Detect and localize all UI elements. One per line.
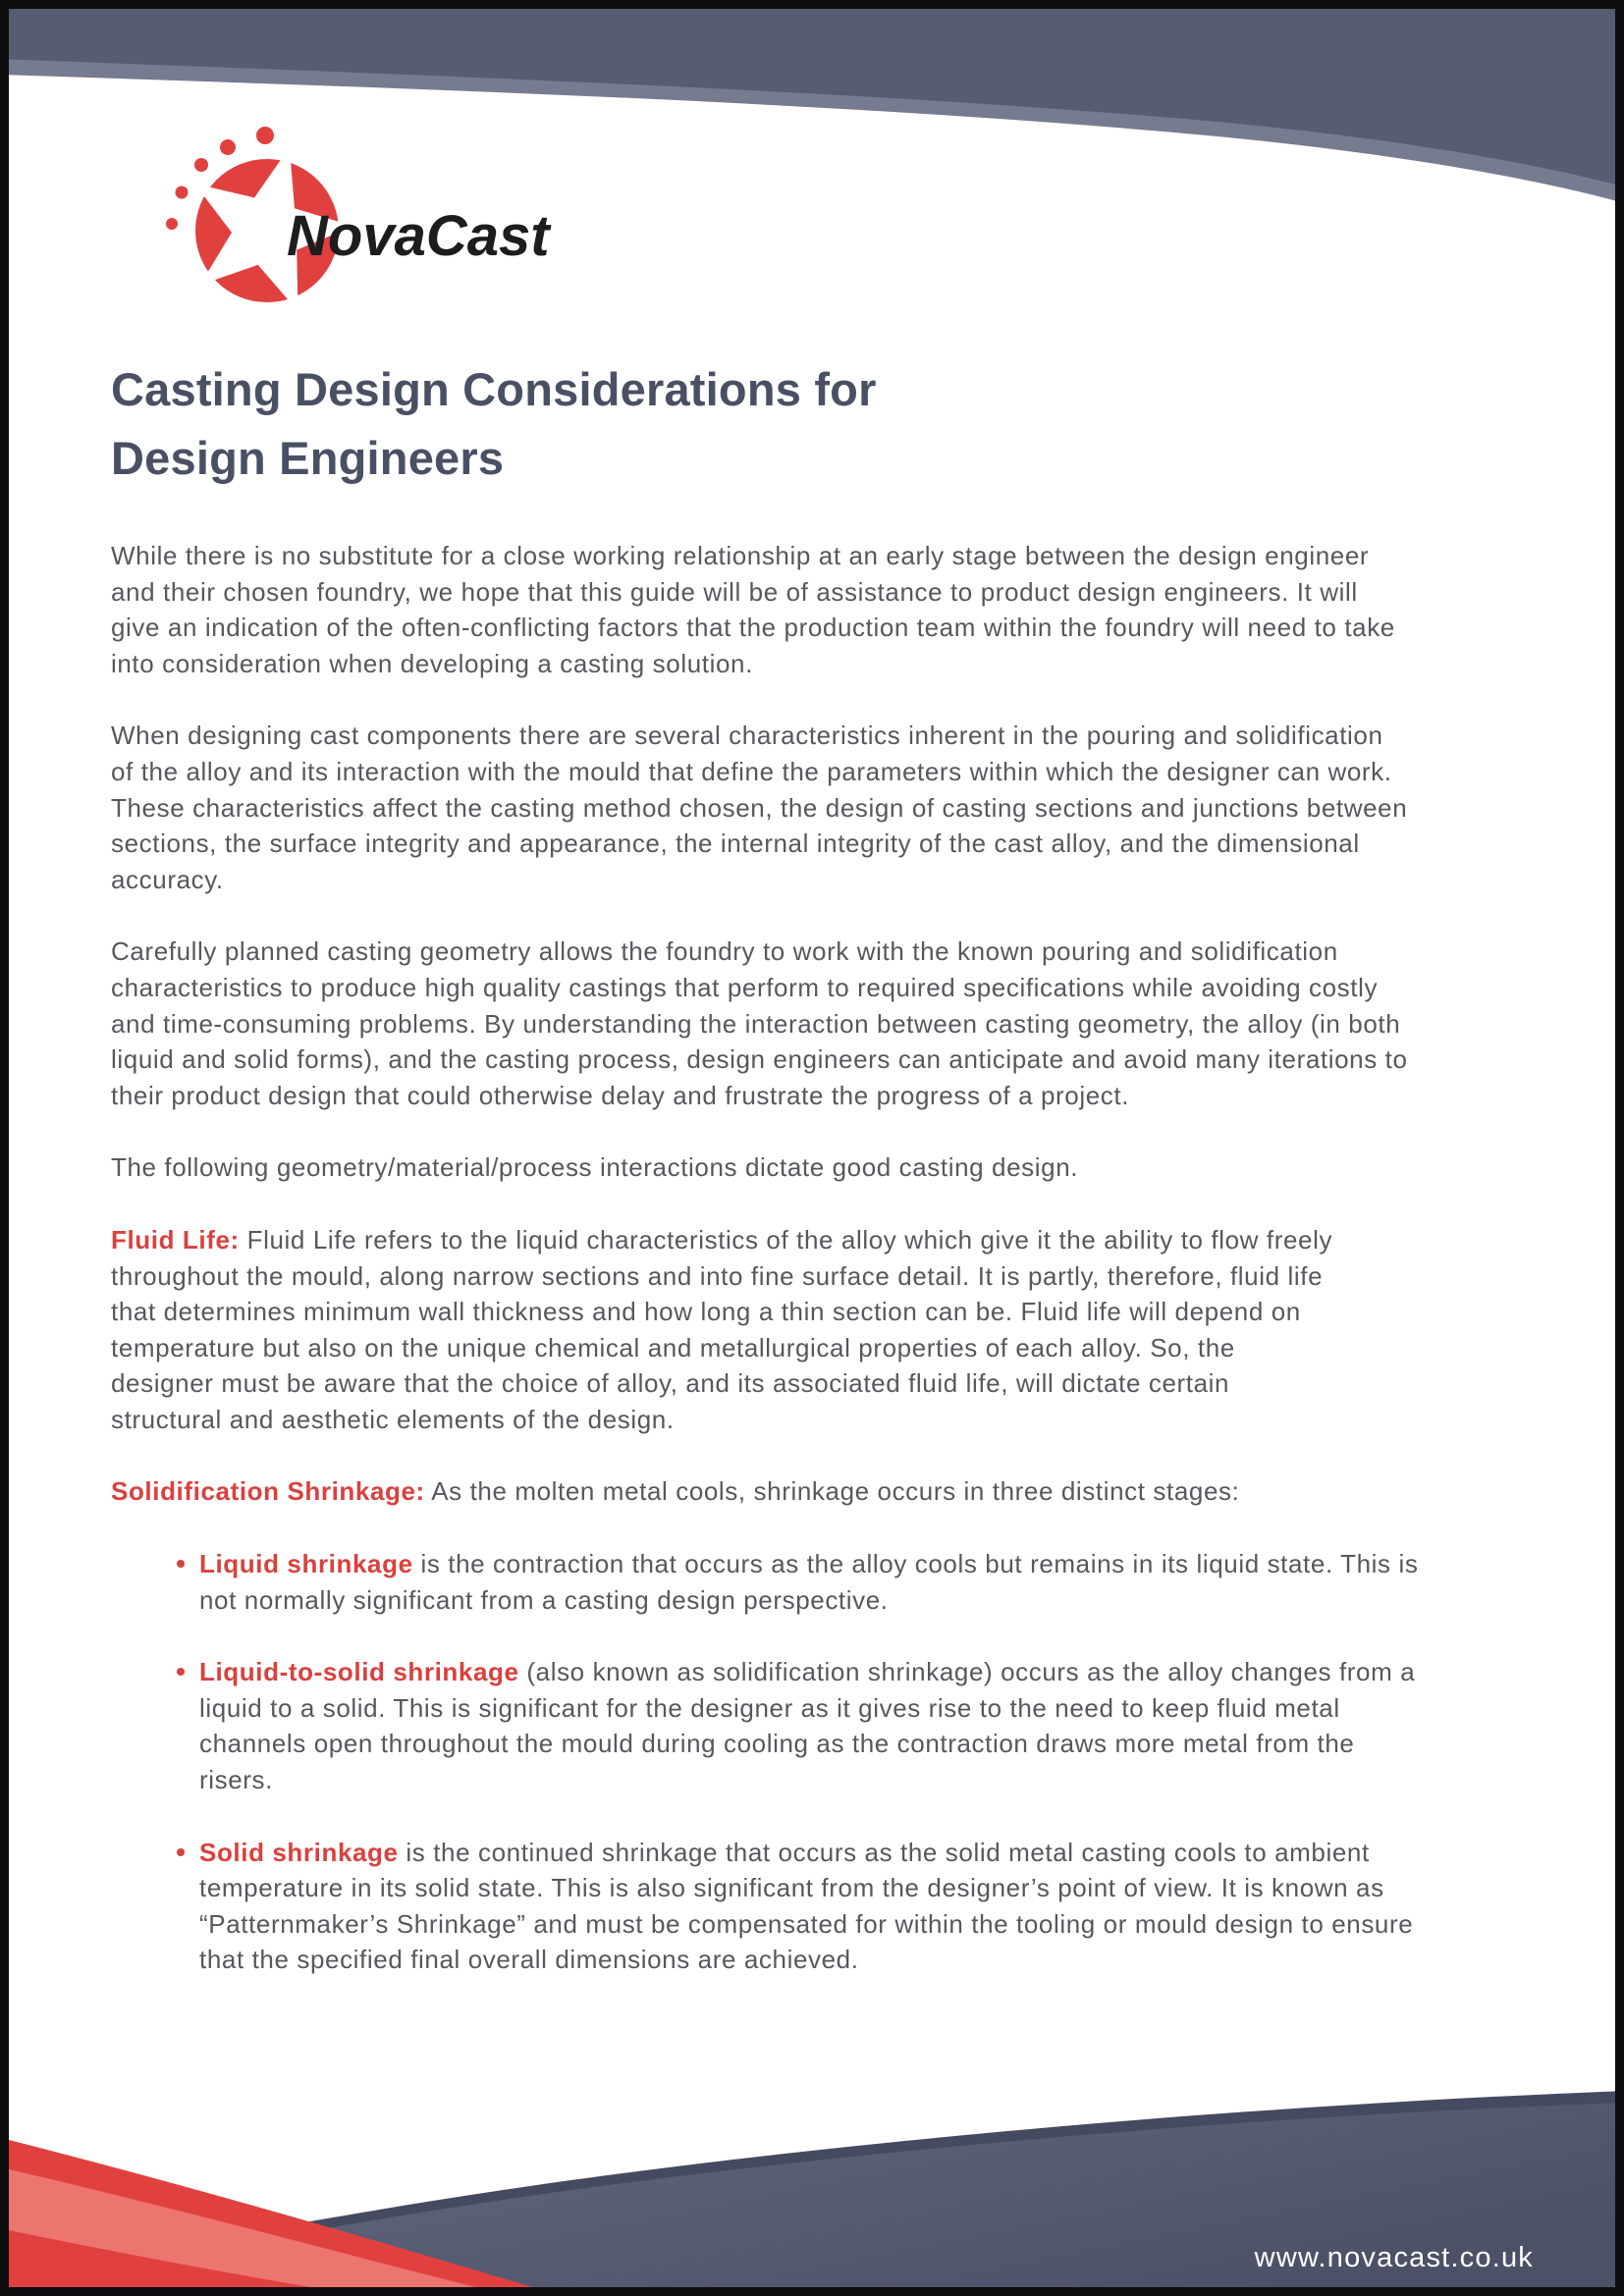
bullet-dot-icon [177,1668,185,1676]
bullet-dot-icon [177,1848,185,1856]
fluid-life-label: Fluid Life: [111,1224,240,1255]
liquid-to-solid-shrinkage-label: Liquid-to-solid shrinkage [199,1657,519,1687]
fluid-life-text: Fluid Life refers to the liquid characteristics of the alloy which give it the ability to flow freely throughout the mould, along narrow sections and into fine surface detail. It is partly, therefore, fluid life that determines minimum wall thickness and how long a thin section can be. Fluid life will depend on temperature but also on the unique chemical and metallurgical properties of each alloy. So, the designer must be aware that the choice of alloy, and its associated fluid life, will dictate certain structural and aesthetic elements of the design. [111,1224,1333,1434]
page-title [111,355,1409,493]
liquid-to-solid-shrinkage-text: (also known as solidification shrinkage) occurs as the alloy changes from a liquid to a solid. This is significant for the designer as it gives rise to the need to keep fluid metal channels open throughout the mould during cooling as the contraction draws more metal from the risers. [199,1657,1416,1795]
liquid-shrinkage-text: is the contraction that occurs as the alloy cools but remains in its liquid state. This is not normally significant from a casting design perspective. [199,1549,1419,1615]
intro-paragraph-4: The following geometry/material/process interactions dictate good casting design. [111,1152,1079,1183]
list-item-liquid-to-solid-shrinkage [177,1654,1419,1797]
page-title-line1: Casting Design Considerations for [111,363,877,415]
solidification-shrinkage-label: Solidification Shrinkage: [111,1476,425,1507]
fluid-life-section [111,1222,1343,1438]
shrinkage-stages-list [111,1546,1419,1978]
list-item-solid-shrinkage [177,1835,1419,1978]
intro-paragraph-2: When designing cast components there are several characteristics inherent in the pouring and solidification of the alloy and its interaction with the mould that define the parameters within which the designer can work. These characteristics affect the casting method chosen, the design of casting sections and junctions between sections, the surface integrity and appearance, the internal integrity of the cast alloy, and the dimensional accuracy. [111,721,1408,894]
intro-paragraph-3: Carefully planned casting geometry allows the foundry to work with the known pouring and solidification characteristics to produce high quality castings that perform to required specifications while avoiding costly and time-consuming problems. By understanding the interaction between casting geometry, the alloy (in both liquid and solid forms), and the casting process, design engineers can anticipate and avoid many iterations to their product design that could otherwise delay and frustrate the progress of a project. [111,936,1408,1110]
list-item-liquid-shrinkage [177,1546,1419,1618]
bullet-dot-icon [177,1560,185,1568]
solidification-shrinkage-text: As the molten metal cools, shrinkage occurs in three distinct stages: [424,1476,1240,1507]
solid-shrinkage-label: Solid shrinkage [199,1837,399,1867]
novacast-logo-wordmark: NovaCast [287,204,550,268]
page-title-line2: Design Engineers [111,432,505,484]
solid-shrinkage-text: is the continued shrinkage that occurs as the solid metal casting cools to ambient temperature in its solid state. This is also significant from the designer’s point of view. It is known as “Patternmaker’s Shrinkage” and must be compensated for within the tooling or mould design to ensure that the specified final overall dimensions are achieved. [199,1837,1414,1975]
novacast-logo [94,86,585,312]
intro-paragraph-1: While there is no substitute for a close working relationship at an early stage between the design engineer and their chosen foundry, we hope that this guide will be of assistance to product design engineers. It will give an indication of the often-conflicting factors that the production team within the foundry will need to take into consideration when developing a casting solution. [111,541,1395,678]
document-body [111,355,1419,2014]
liquid-shrinkage-label: Liquid shrinkage [199,1549,413,1579]
footer-website-url: www.novacast.co.uk [1254,2242,1534,2273]
solidification-shrinkage-section [111,1473,1409,1510]
